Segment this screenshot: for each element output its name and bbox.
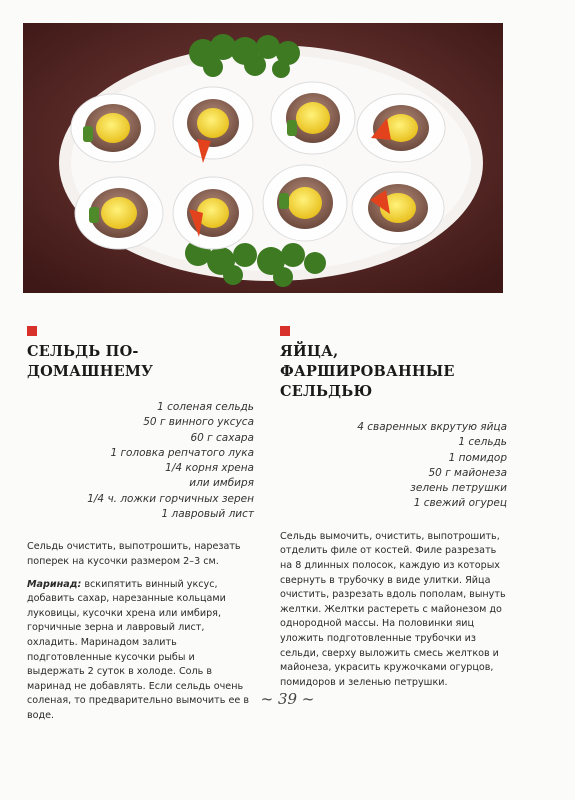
page-number: ~ 39 ~	[260, 690, 315, 708]
ingredient-item: 60 г сахара	[190, 431, 254, 444]
ingredient-item: 1 помидор	[448, 451, 507, 464]
ingredient-item: 4 сваренных вкрутую яйца	[357, 421, 507, 433]
ingredient-item: 1 соленая сельдь	[157, 401, 254, 413]
marinade-label: Маринад:	[27, 578, 82, 590]
section-marker	[27, 326, 37, 336]
ingredient-list	[280, 420, 507, 512]
recipe-title: ЯЙЦА, ФАРШИРОВАННЫЕ СЕЛЬДЬЮ	[280, 343, 455, 400]
ingredient-item: 1/4 корня хрена	[165, 462, 254, 475]
ingredient-item: или имбиря	[189, 477, 254, 490]
instructions-paragraph: Сельдь очистить, выпотрошить, нарезать поперек на кусочки размером 2–3 см.	[27, 541, 241, 567]
ingredient-item: 50 г винного уксуса	[143, 416, 254, 429]
ingredient-item: 1 головка репчатого лука	[110, 446, 254, 459]
ingredient-item: 1 сельдь	[458, 436, 507, 449]
recipe-herring-homestyle	[27, 326, 254, 732]
ingredient-item: 1/4 ч. ложки горчичных зерен	[87, 492, 254, 505]
stuffed-eggs-illustration	[23, 23, 503, 293]
marinade-text: вскипятить винный уксус, добавить сахар, нарезанные кольцами луковицы, кусочки хрена или имбиря, горчичные зерна и лавровый лист, охладить. Маринадом залить подготовленные кусочки рыбы и выдержать 2 суток в холоде. Соль в маринад не добавлять. Если сельдь очень соленая, то предварительно вымочить ее в воде.	[27, 578, 249, 721]
recipe-eggs-stuffed-herring	[280, 326, 507, 698]
dish-photo	[23, 23, 503, 293]
ingredient-item: 1 свежий огурец	[413, 497, 507, 510]
ingredient-item: зелень петрушки	[410, 482, 507, 495]
recipe-title: СЕЛЬДЬ ПО-ДОМАШНЕМУ	[27, 343, 154, 380]
ingredient-item: 1 лавровый лист	[161, 508, 254, 521]
ingredient-list	[27, 400, 254, 522]
instructions-paragraph: Сельдь вымочить, очистить, выпотрошить, отделить филе от костей. Филе разрезать на 8 длинных полосок, каждую из которых свернуть в трубочку в виде улитки. Яйца очистить, разрезать вдоль пополам, вынуть желтки. Желтки растереть с майонезом до однородной массы. На половинки яиц уложить подготовленные трубочки из сельди, сверху выложить смесь желтков и майонеза, украсить кружочками огурцов, помидоров и зеленью петрушки.	[280, 530, 506, 688]
ingredient-item: 50 г майонеза	[428, 466, 507, 479]
section-marker	[280, 326, 290, 336]
